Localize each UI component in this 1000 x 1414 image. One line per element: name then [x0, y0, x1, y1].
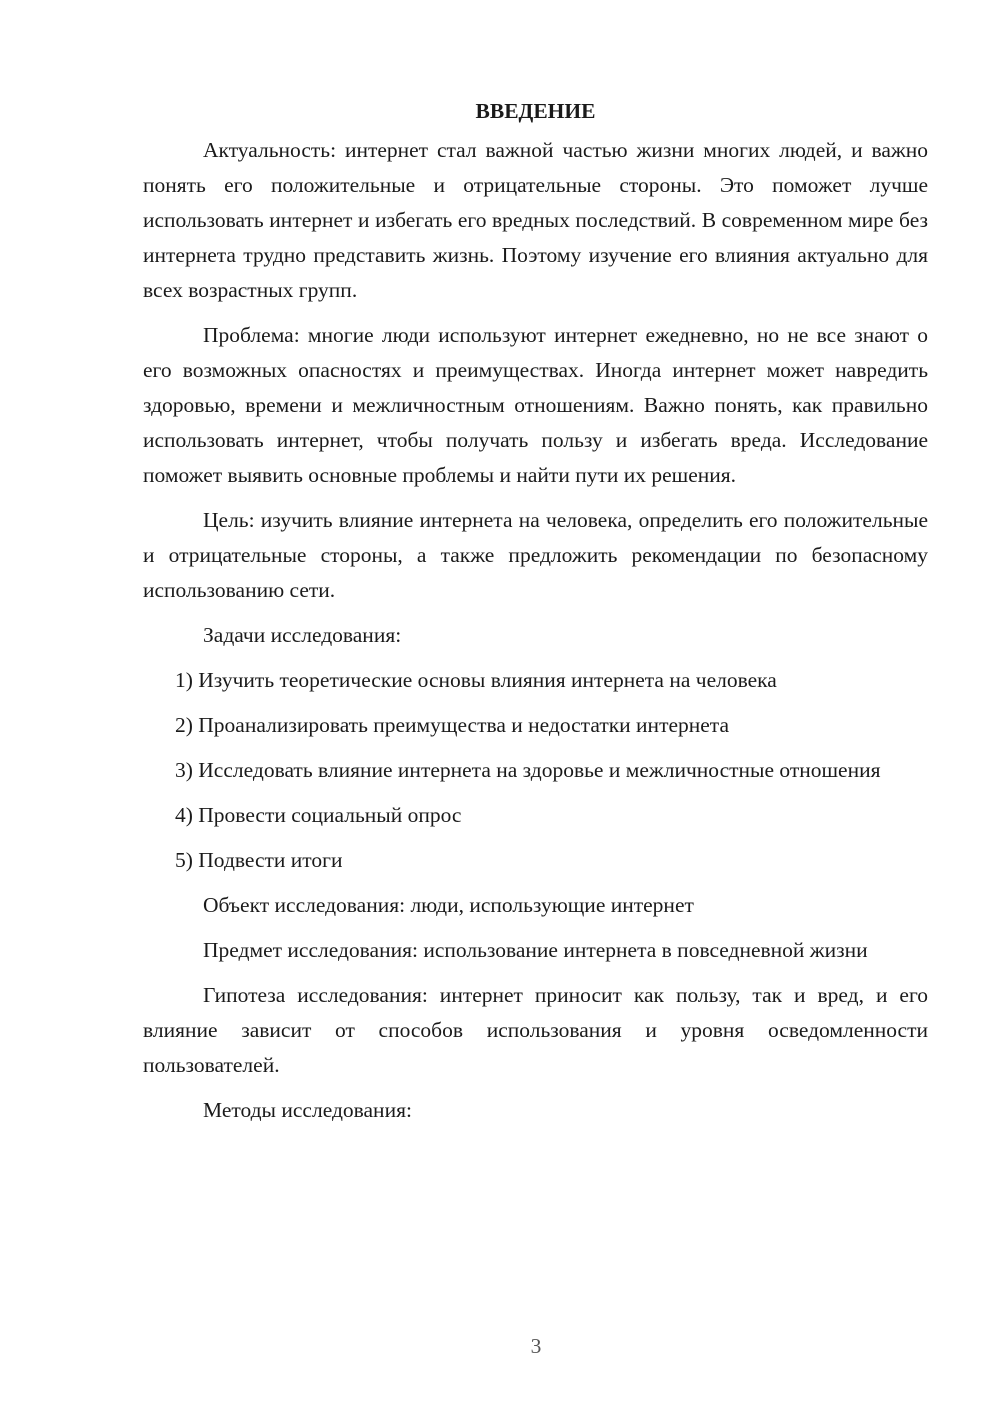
task-item-4: 4) Провести социальный опрос — [175, 803, 462, 827]
relevance-paragraph: Актуальность: интернет стал важной частью жизни многих людей, и важно понять его положительные и отрицательные стороны. Это поможет лучше использовать интернет и избегать его вредных последствий. В современном мире без интернета трудно представить жизнь. Поэтому изучение его влияния актуально для всех возрастных групп. — [143, 138, 928, 302]
task-item-5: 5) Подвести итоги — [175, 848, 343, 872]
tasks-heading: Задачи исследования: — [203, 623, 402, 647]
section-title: ВВЕДЕНИЕ — [475, 99, 596, 123]
hypothesis-paragraph: Гипотеза исследования: интернет приносит как пользу, так и вред, и его влияние зависит от способов использования и уровня осведомленности пользователей. — [143, 983, 928, 1077]
goal-paragraph: Цель: изучить влияние интернета на человека, определить его положительные и отрицательные стороны, а также предложить рекомендации по безопасному использованию сети. — [143, 508, 928, 602]
object-paragraph: Объект исследования: люди, использующие интернет — [203, 893, 694, 917]
subject-paragraph: Предмет исследования: использование интернета в повседневной жизни — [203, 938, 868, 962]
problem-paragraph: Проблема: многие люди используют интернет ежедневно, но не все знают о его возможных опасностях и преимуществах. Иногда интернет может навредить здоровью, времени и межличностным отношениям. Важно понять, как правильно использовать интернет, чтобы получать пользу и избегать вреда. Исследование поможет выявить основные проблемы и найти пути их решения. — [143, 323, 928, 487]
task-item-2: 2) Проанализировать преимущества и недостатки интернета — [175, 713, 730, 737]
methods-heading: Методы исследования: — [203, 1098, 412, 1122]
document-body — [143, 94, 928, 1138]
task-item-3: 3) Исследовать влияние интернета на здоровье и межличностные отношения — [175, 758, 881, 782]
task-item-1: 1) Изучить теоретические основы влияния интернета на человека — [175, 668, 777, 692]
page-number: 3 — [530, 1334, 542, 1358]
